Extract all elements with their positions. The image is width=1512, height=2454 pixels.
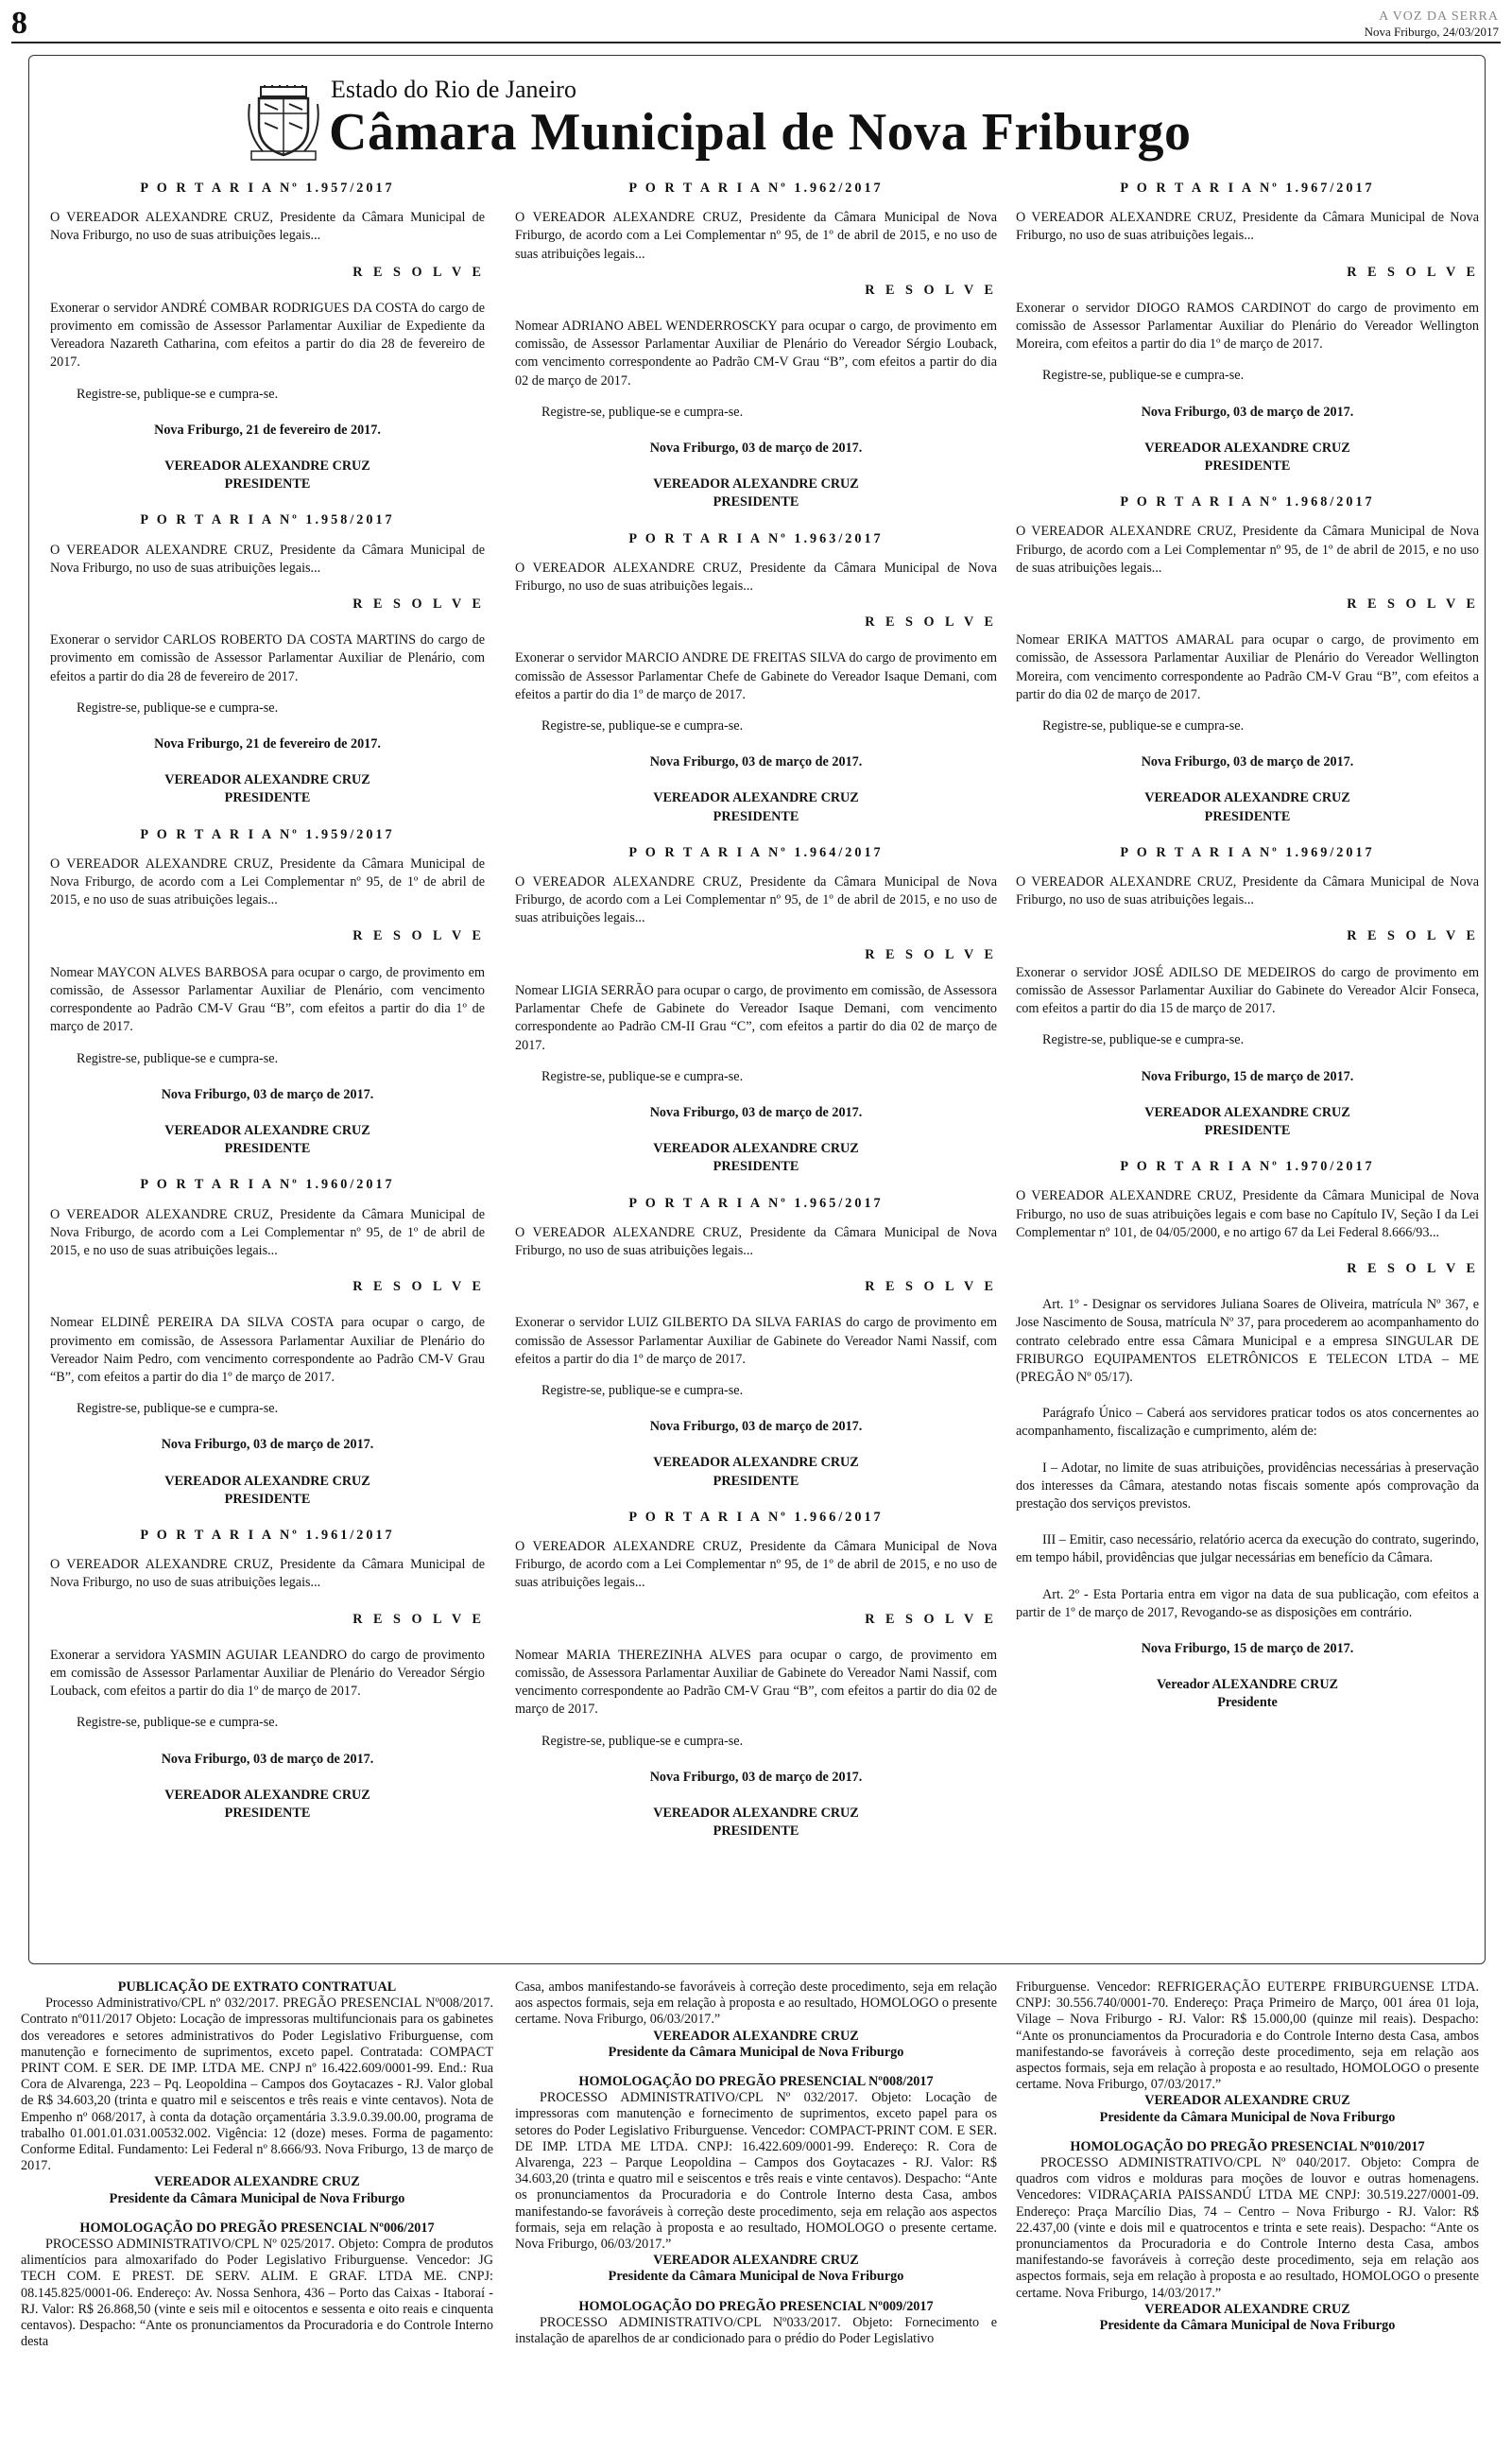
- portaria-intro: O VEREADOR ALEXANDRE CRUZ, Presidente da Câmara Municipal de Nova Friburgo, de acordo com a Lei Complementar nº 95, de 1º de abril de 2015, e no uso de suas atribuições legais...: [50, 1206, 485, 1258]
- resolve-heading: R E S O L V E: [1347, 264, 1479, 280]
- portaria-title: P O R T A R I A Nº 1.964/2017: [628, 844, 884, 860]
- notice-body: PROCESSO ADMINISTRATIVO/CPL Nº 040/2017. Objeto: Compra de quadros com vidros e molduras para moções de louvor e outras homenagens. Vencedores: VIDRAÇARIA PAISSANDÚ LTDA ME CNPJ: 30.519.227/0001-09. Endereço: Praça Marcílio Dias, 74 – Centro – Nova Friburgo - RJ. Valor: R$ 22.437,00 (vinte e dois mil e quatrocentos e trinta e sete reais). Despacho: “Ante os pronunciamentos da Procuradoria e do Controle Interno desta Casa, ambos manifestando-se favoráveis à correção deste procedimento, seja em relação aos aspectos formais, seja em relação à proposta e ao resultado, HOMOLOGO o presente certame. Nova Friburgo, 14/03/2017.”: [1016, 2155, 1479, 2301]
- portaria-body: Nomear ERIKA MATTOS AMARAL para ocupar o cargo, de provimento em comissão, de Assessora Parlamentar Auxiliar de Plenário do Vereador Wellington Moreira, com vencimento correspondente ao Padrão CM-V Grau “B”, com efeitos a partir do dia 02 de março de 2017.: [1016, 632, 1479, 702]
- notice-body: PROCESSO ADMINISTRATIVO/CPL Nº 025/2017. Objeto: Compra de produtos alimentícios para almoxarifado do Poder Legislativo Friburguense. Vencedor: JG TECH COM. E PREST. DE SERV. ALIM. E GRAF. LTDA ME. CNPJ: 08.145.825/0001-06. Endereço: Av. Nossa Senhora, 436 – Porto das Caixas - Itaboraí - RJ. Valor: R$ 26.868,50 (vinte e seis mil e oitocentos e sessenta e oito reais e cinquenta centavos). Despacho: “Ante os pronunciamentos da Procuradoria e do Controle Interno desta: [21, 2237, 493, 2350]
- portaria-title: P O R T A R I A Nº 1.970/2017: [1120, 1159, 1375, 1175]
- resolve-heading: R E S O L V E: [865, 282, 997, 298]
- signer-role: PRESIDENTE: [224, 1491, 311, 1507]
- signer-role: Presidente da Câmara Municipal de Nova Friburgo: [608, 2044, 904, 2060]
- signer-role: PRESIDENTE: [224, 1141, 311, 1157]
- signer-role: PRESIDENTE: [713, 808, 799, 824]
- signer-name: VEREADOR ALEXANDRE CRUZ: [653, 2028, 859, 2044]
- notice-title: HOMOLOGAÇÃO DO PREGÃO PRESENCIAL Nº008/2017: [578, 2074, 934, 2090]
- register-line: Registre-se, publique-se e cumpra-se.: [77, 700, 279, 716]
- portaria-date: Nova Friburgo, 03 de março de 2017.: [161, 1751, 374, 1767]
- column-1: [50, 180, 485, 1840]
- signer-name: VEREADOR ALEXANDRE CRUZ: [653, 790, 859, 806]
- portaria-date: Nova Friburgo, 15 de março de 2017.: [1141, 1068, 1354, 1084]
- signer-name: VEREADOR ALEXANDRE CRUZ: [1144, 2301, 1350, 2317]
- resolve-heading: R E S O L V E: [1347, 928, 1479, 944]
- register-line: Registre-se, publique-se e cumpra-se.: [541, 1382, 744, 1398]
- portaria-date: Nova Friburgo, 03 de março de 2017.: [649, 1769, 863, 1785]
- signer-role: Presidente da Câmara Municipal de Nova Friburgo: [608, 2269, 904, 2285]
- header-rule: [11, 42, 1501, 43]
- notice-body: PROCESSO ADMINISTRATIVO/CPL Nº 032/2017. Objeto: Locação de impressoras com manutenção e fornecimento de suprimentos, exceto papel para os setores do Poder Legislativo Friburguense. Vencedor: COMPACT-PRINT COM. E SER. DE IMP. LTDA ME LTDA. CNPJ: 16.422.609/0001-99. Endereço: R. Cora de Alvarenga, 223 – Parque Leopoldina – Campos dos Goytacazes - RJ. Valor: R$ 34.603,20 (trinta e quatro mil e seiscentos e três reais e vinte centavos). Despacho: “Ante os pronunciamentos da Procuradoria e do Controle Interno desta Casa, ambos manifestando-se favoráveis à correção deste procedimento, seja em relação aos aspectos formais, seja em relação à proposta e ao resultado, HOMOLOGO o presente certame. Nova Friburgo, 06/03/2017.”: [515, 2090, 997, 2253]
- portaria-title: P O R T A R I A Nº 1.957/2017: [140, 181, 395, 196]
- portaria-intro: O VEREADOR ALEXANDRE CRUZ, Presidente da Câmara Municipal de Nova Friburgo, de acordo com a Lei Complementar nº 95, de 1º de abril de 2015, e no uso de suas atribuições legais...: [50, 855, 485, 908]
- notice-title: HOMOLOGAÇÃO DO PREGÃO PRESENCIAL Nº009/2017: [578, 2298, 934, 2314]
- register-line: Registre-se, publique-se e cumpra-se.: [1042, 718, 1245, 734]
- portaria-body: Exonerar o servidor LUIZ GILBERTO DA SILVA FARIAS do cargo de provimento em comissão de Assessor Parlamentar Auxiliar de Gabinete do Vereador Nami Nassif, com efeitos a partir do dia 1º de março de 2017.: [515, 1315, 997, 1367]
- portaria-title: P O R T A R I A Nº 1.958/2017: [140, 512, 395, 528]
- portaria-body: Nomear ELDINÊ PEREIRA DA SILVA COSTA para ocupar o cargo, de provimento em comissão, de Assessora Parlamentar Auxiliar de Plenário do Vereador Naim Pedro, com vencimento correspondente ao Padrão CM-V Grau “B”, com efeitos a partir do dia 1º de março de 2017.: [50, 1315, 485, 1385]
- portaria-body: Exonerar a servidora YASMIN AGUIAR LEANDRO do cargo de provimento em comissão de Assessor Parlamentar Auxiliar de Plenário do Vereador Sérgio Louback, com efeitos a partir do dia 1º de março de 2017.: [50, 1647, 485, 1700]
- publication-dateline: Nova Friburgo, 24/03/2017: [1364, 25, 1499, 39]
- notice-body: PROCESSO ADMINISTRATIVO/CPL Nº033/2017. Objeto: Fornecimento e instalação de aparelhos de ar condicionado para o prédio do Poder Legislativo: [515, 2314, 997, 2347]
- portaria-intro: O VEREADOR ALEXANDRE CRUZ, Presidente da Câmara Municipal de Nova Friburgo, no uso de suas atribuições legais...: [515, 1224, 997, 1258]
- portaria-date: Nova Friburgo, 03 de março de 2017.: [161, 1086, 374, 1102]
- resolve-heading: R E S O L V E: [865, 1279, 997, 1295]
- portaria-date: Nova Friburgo, 03 de março de 2017.: [1141, 404, 1354, 420]
- portaria-intro: O VEREADOR ALEXANDRE CRUZ, Presidente da Câmara Municipal de Nova Friburgo, de acordo com a Lei Complementar nº 95, de 1º de abril de 2015, e no uso de suas atribuições legais...: [515, 874, 997, 926]
- column-3: [1016, 180, 1479, 1713]
- portaria-intro: O VEREADOR ALEXANDRE CRUZ, Presidente da Câmara Municipal de Nova Friburgo, no uso de suas atribuições legais...: [515, 560, 997, 595]
- signer-role: PRESIDENTE: [713, 494, 799, 510]
- portaria-date: Nova Friburgo, 21 de fevereiro de 2017.: [154, 422, 381, 438]
- portaria-date: Nova Friburgo, 03 de março de 2017.: [161, 1437, 374, 1453]
- article-1: Art. 1º - Designar os servidores Juliana Soares de Oliveira, matrícula Nº 367, e Jose Nascimento de Sousa, matrícula Nº 37, para procederem ao acompanhamento do contrato celebrado entre essa Câmara Municipal e a empresa SINGULAR DE FRIBURGO EQUIPAMENTOS ELETRÔNICOS E TELECON LTDA – ME (PREGÃO Nº 05/17).: [1016, 1297, 1479, 1385]
- signer-name: VEREADOR ALEXANDRE CRUZ: [154, 2174, 360, 2190]
- portaria-date: Nova Friburgo, 03 de março de 2017.: [649, 1419, 863, 1435]
- portaria-intro: O VEREADOR ALEXANDRE CRUZ, Presidente da Câmara Municipal de Nova Friburgo, de acordo com a Lei Complementar nº 95, de 1º de abril de 2015, e no uso de suas atribuições legais...: [515, 1538, 997, 1591]
- signer-name: VEREADOR ALEXANDRE CRUZ: [164, 772, 370, 788]
- portaria-intro: O VEREADOR ALEXANDRE CRUZ, Presidente da Câmara Municipal de Nova Friburgo, no uso de suas atribuições legais...: [1016, 210, 1479, 244]
- portaria-body: Exonerar o servidor MARCIO ANDRE DE FREITAS SILVA do cargo de provimento em comissão de Assessor Parlamentar Chefe de Gabinete do Vereador Isaque Demani, com efeitos a partir do dia 1º de março de 2017.: [515, 650, 997, 702]
- portaria-body: Nomear MAYCON ALVES BARBOSA para ocupar o cargo, de provimento em comissão, de Assessor Parlamentar Auxiliar de Plenário, com vencimento correspondente ao Padrão CM-V Grau “B”, com efeitos a partir do dia 1º de março de 2017.: [50, 964, 485, 1035]
- portaria-title: P O R T A R I A Nº 1.962/2017: [628, 181, 884, 196]
- resolve-heading: R E S O L V E: [352, 596, 485, 613]
- portaria-intro: O VEREADOR ALEXANDRE CRUZ, Presidente da Câmara Municipal de Nova Friburgo, no uso de suas atribuições legais...: [1016, 874, 1479, 908]
- notice-body: Friburguense. Vencedor: REFRIGERAÇÃO EUTERPE FRIBURGUENSE LTDA. CNPJ: 30.556.740/0001-70. Endereço: Praça Primeiro de Março, 001 área 01 loja, Vilage – Nova Friburgo - RJ. Valor: R$ 15.000,00 (quinze mil reais). Despacho: “Ante os pronunciamentos da Procuradoria e do Controle Interno desta Casa, ambos manifestando-se favoráveis à correção deste procedimento, seja em relação aos aspectos formais, seja em relação à proposta e ao resultado, HOMOLOGO o presente certame. Nova Friburgo, 07/03/2017.”: [1016, 1979, 1479, 2093]
- portaria-intro: O VEREADOR ALEXANDRE CRUZ, Presidente da Câmara Municipal de Nova Friburgo, no uso de suas atribuições legais...: [50, 210, 485, 244]
- portaria-intro: O VEREADOR ALEXANDRE CRUZ, Presidente da Câmara Municipal de Nova Friburgo, no uso de suas atribuições legais...: [50, 1557, 485, 1591]
- signer-name: VEREADOR ALEXANDRE CRUZ: [653, 1455, 859, 1471]
- portaria-title: P O R T A R I A Nº 1.960/2017: [140, 1177, 395, 1193]
- notice-body: Processo Administrativo/CPL nº 032/2017. PREGÃO PRESENCIAL Nº008/2017. Contrato nº011/2017 Objeto: Locação de impressoras multifuncionais para os gabinetes dos vereadores e setores administrativos do Poder Legislativo Friburguense, com manutenção e fornecimento de suprimentos, exceto papel. Contratada: COMPACT PRINT COM. E SER. DE IMP. LTDA ME. CNPJ nº 16.422.609/0001-99. End.: Rua Cora de Alvarenga, 223 – Pq. Leopoldina – Campos dos Goytacazes - RJ. Valor global de R$ 34.603,20 (trinta e quatro mil e seiscentos e três reais e vinte centavos). Nota de Empenho nº 068/2017, à conta da dotação orçamentária 3.3.9.0.39.00.00, programa de trabalho 01.001.01.031.00532.002. Vigência: 12 (doze) meses. Forma de pagamento: Conforme Edital. Fundamento: Lei Federal nº 8.666/93. Nova Friburgo, 13 de março de 2017.: [21, 1996, 493, 2174]
- register-line: Registre-se, publique-se e cumpra-se.: [77, 1050, 279, 1066]
- portaria-title: P O R T A R I A Nº 1.965/2017: [628, 1195, 884, 1211]
- signer-role: Presidente da Câmara Municipal de Nova Friburgo: [1099, 2318, 1396, 2334]
- signer-role: Presidente: [1217, 1695, 1278, 1711]
- signer-role: PRESIDENTE: [224, 790, 311, 806]
- signer-role: PRESIDENTE: [713, 1823, 799, 1840]
- portaria-date: Nova Friburgo, 03 de março de 2017.: [1141, 754, 1354, 770]
- portaria-date: Nova Friburgo, 03 de março de 2017.: [649, 1104, 863, 1120]
- portaria-title: P O R T A R I A Nº 1.966/2017: [628, 1509, 884, 1525]
- resolve-heading: R E S O L V E: [352, 1611, 485, 1627]
- register-line: Registre-se, publique-se e cumpra-se.: [541, 718, 744, 734]
- item-iii: III – Emitir, caso necessário, relatório acerca da execução do contrato, sugerindo, em tempo hábil, providências que julgar necessárias em benefício da Câmara.: [1016, 1532, 1479, 1566]
- page-header-info: [1365, 9, 1499, 40]
- resolve-heading: R E S O L V E: [352, 264, 485, 280]
- resolve-heading: R E S O L V E: [865, 1611, 997, 1627]
- resolve-heading: R E S O L V E: [1347, 1260, 1479, 1276]
- register-line: Registre-se, publique-se e cumpra-se.: [1042, 1032, 1245, 1048]
- publication-name: A VOZ DA SERRA: [1379, 9, 1499, 24]
- notice-title: PUBLICAÇÃO DE EXTRATO CONTRATUAL: [117, 1979, 397, 1995]
- notice-title: HOMOLOGAÇÃO DO PREGÃO PRESENCIAL Nº006/2017: [79, 2220, 435, 2236]
- resolve-heading: R E S O L V E: [865, 946, 997, 962]
- portaria-title: P O R T A R I A Nº 1.969/2017: [1120, 844, 1375, 860]
- signer-role: PRESIDENTE: [1204, 1122, 1291, 1138]
- portaria-body: Nomear MARIA THEREZINHA ALVES para ocupar o cargo, de provimento em comissão, de Assessora Parlamentar Auxiliar de Gabinete do Vereador Nami Nassif, com vencimento correspondente ao Padrão CM-V Grau “B”, com efeitos a partir do dia 02 de março de 2017.: [515, 1647, 997, 1718]
- signer-name: VEREADOR ALEXANDRE CRUZ: [164, 1787, 370, 1803]
- signer-role: PRESIDENTE: [224, 1805, 311, 1821]
- portaria-title: P O R T A R I A Nº 1.968/2017: [1120, 494, 1375, 510]
- register-line: Registre-se, publique-se e cumpra-se.: [541, 1068, 744, 1084]
- signer-name: VEREADOR ALEXANDRE CRUZ: [164, 458, 370, 475]
- signer-name: Vereador ALEXANDRE CRUZ: [1156, 1677, 1339, 1693]
- portaria-body: Nomear LIGIA SERRÃO para ocupar o cargo, de provimento em comissão, de Assessora Parlamentar Chefe de Gabinete do Vereador Isaque Demani, com vencimento correspondente ao Padrão CM-II Grau “C”, com efeitos a partir do dia 02 de março de 2017.: [515, 982, 997, 1053]
- signer-role: PRESIDENTE: [1204, 458, 1291, 475]
- resolve-heading: R E S O L V E: [352, 1279, 485, 1295]
- signer-name: VEREADOR ALEXANDRE CRUZ: [653, 2253, 859, 2269]
- portaria-date: Nova Friburgo, 03 de março de 2017.: [649, 754, 863, 770]
- column-2: [515, 180, 997, 1858]
- article-2: Art. 2º - Esta Portaria entra em vigor na data de sua publicação, com efeitos a partir de 1º de março de 2017, Revogando-se as disposições em contrário.: [1016, 1586, 1479, 1620]
- portaria-intro: O VEREADOR ALEXANDRE CRUZ, Presidente da Câmara Municipal de Nova Friburgo, no uso de suas atribuições legais e com base no Capítulo IV, Seção I da Lei Complementar nº 101, de 04/05/2000, e no artigo 67 da Lei Federal 8.666/93...: [1016, 1188, 1479, 1240]
- notice-body: Casa, ambos manifestando-se favoráveis à correção deste procedimento, seja em relação aos aspectos formais, seja em relação à proposta e ao resultado, HOMOLOGO o presente certame. Nova Friburgo, 06/03/2017.”: [515, 1979, 997, 2028]
- resolve-heading: R E S O L V E: [1347, 596, 1479, 613]
- signer-role: PRESIDENTE: [713, 1473, 799, 1489]
- signer-name: VEREADOR ALEXANDRE CRUZ: [1144, 2093, 1350, 2109]
- portaria-date: Nova Friburgo, 21 de fevereiro de 2017.: [154, 736, 381, 752]
- bottom-column-2: [515, 1979, 997, 2347]
- coat-of-arms-icon: [244, 85, 323, 163]
- bottom-column-1: [21, 1979, 493, 2350]
- portaria-title: P O R T A R I A Nº 1.961/2017: [140, 1527, 395, 1543]
- notice-title: HOMOLOGAÇÃO DO PREGÃO PRESENCIAL Nº010/2017: [1070, 2138, 1425, 2154]
- portaria-title: P O R T A R I A Nº 1.959/2017: [140, 826, 395, 842]
- register-line: Registre-se, publique-se e cumpra-se.: [77, 1401, 279, 1417]
- portaria-body: Exonerar o servidor DIOGO RAMOS CARDINOT do cargo de provimento em comissão de Assessor Parlamentar Auxiliar do Plenário do Vereador Wellington Moreira, com efeitos a partir do dia 1º de março de 2017.: [1016, 300, 1479, 353]
- portaria-body: Exonerar o servidor CARLOS ROBERTO DA COSTA MARTINS do cargo de provimento em comissão de Assessor Parlamentar Auxiliar de Plenário, com efeitos a partir do dia 28 de fevereiro de 2017.: [50, 632, 485, 684]
- state-name: Estado do Rio de Janeiro: [331, 76, 576, 103]
- portaria-date: Nova Friburgo, 15 de março de 2017.: [1141, 1640, 1354, 1656]
- signer-name: VEREADOR ALEXANDRE CRUZ: [164, 1473, 370, 1489]
- signer-role: PRESIDENTE: [713, 1159, 799, 1175]
- chamber-name: Câmara Municipal de Nova Friburgo: [329, 103, 1192, 162]
- signer-name: VEREADOR ALEXANDRE CRUZ: [1144, 790, 1350, 806]
- signer-role: Presidente da Câmara Municipal de Nova Friburgo: [1099, 2109, 1396, 2125]
- portaria-body: Exonerar o servidor ANDRÉ COMBAR RODRIGUES DA COSTA do cargo de provimento em comissão de Assessor Parlamentar Auxiliar de Expediente da Vereadora Nazareth Catharina, com efeitos a partir do dia 28 de fevereiro de 2017.: [50, 300, 485, 371]
- portaria-intro: O VEREADOR ALEXANDRE CRUZ, Presidente da Câmara Municipal de Nova Friburgo, no uso de suas atribuições legais...: [50, 542, 485, 576]
- portaria-date: Nova Friburgo, 03 de março de 2017.: [649, 441, 863, 457]
- portaria-intro: O VEREADOR ALEXANDRE CRUZ, Presidente da Câmara Municipal de Nova Friburgo, de acordo com a Lei Complementar nº 95, de 1º de abril de 2015, e no uso de suas atribuições legais...: [1016, 524, 1479, 576]
- register-line: Registre-se, publique-se e cumpra-se.: [541, 1733, 744, 1749]
- register-line: Registre-se, publique-se e cumpra-se.: [1042, 368, 1245, 384]
- portaria-body: Nomear ADRIANO ABEL WENDERROSCKY para ocupar o cargo, de provimento em comissão, de Assessor Parlamentar Auxiliar de Plenário do Vereador Sérgio Louback, com vencimento correspondente ao Padrão CM-V Grau “B”, com efeitos a partir do dia 02 de março de 2017.: [515, 319, 997, 389]
- signer-role: PRESIDENTE: [1204, 808, 1291, 824]
- signer-name: VEREADOR ALEXANDRE CRUZ: [653, 1141, 859, 1157]
- portaria-title: P O R T A R I A Nº 1.963/2017: [628, 530, 884, 546]
- portaria-intro: O VEREADOR ALEXANDRE CRUZ, Presidente da Câmara Municipal de Nova Friburgo, de acordo com a Lei Complementar nº 95, de 1º de abril de 2015, e no uso de suas atribuições legais...: [515, 210, 997, 262]
- signer-role: Presidente da Câmara Municipal de Nova Friburgo: [109, 2190, 405, 2206]
- signer-name: VEREADOR ALEXANDRE CRUZ: [1144, 1104, 1350, 1120]
- item-i: I – Adotar, no limite de suas atribuições, providências necessárias à preservação dos interesses da Câmara, atestando notas fiscais somente após comprovação da prestação dos serviços previstos.: [1016, 1460, 1479, 1512]
- register-line: Registre-se, publique-se e cumpra-se.: [77, 1715, 279, 1731]
- signer-name: VEREADOR ALEXANDRE CRUZ: [164, 1122, 370, 1138]
- sole-paragraph: Parágrafo Único – Caberá aos servidores praticar todos os atos concernentes ao acompanhamento, fiscalização e cumprimento, além de:: [1016, 1406, 1479, 1440]
- register-line: Registre-se, publique-se e cumpra-se.: [541, 404, 744, 420]
- register-line: Registre-se, publique-se e cumpra-se.: [77, 386, 279, 402]
- portaria-title: P O R T A R I A Nº 1.967/2017: [1120, 181, 1375, 196]
- signer-name: VEREADOR ALEXANDRE CRUZ: [653, 476, 859, 493]
- signer-role: PRESIDENTE: [224, 476, 311, 493]
- resolve-heading: R E S O L V E: [352, 928, 485, 944]
- resolve-heading: R E S O L V E: [865, 614, 997, 631]
- signer-name: VEREADOR ALEXANDRE CRUZ: [1144, 440, 1350, 456]
- bottom-column-3: [1016, 1979, 1479, 2334]
- portaria-body: Exonerar o servidor JOSÉ ADILSO DE MEDEIROS do cargo de provimento em comissão de Assessor Parlamentar Auxiliar do Gabinete do Vereador Alcir Fonseca, com efeitos a partir do dia 15 de março de 2017.: [1016, 964, 1479, 1017]
- signer-name: VEREADOR ALEXANDRE CRUZ: [653, 1805, 859, 1821]
- page-number: 8: [11, 6, 27, 41]
